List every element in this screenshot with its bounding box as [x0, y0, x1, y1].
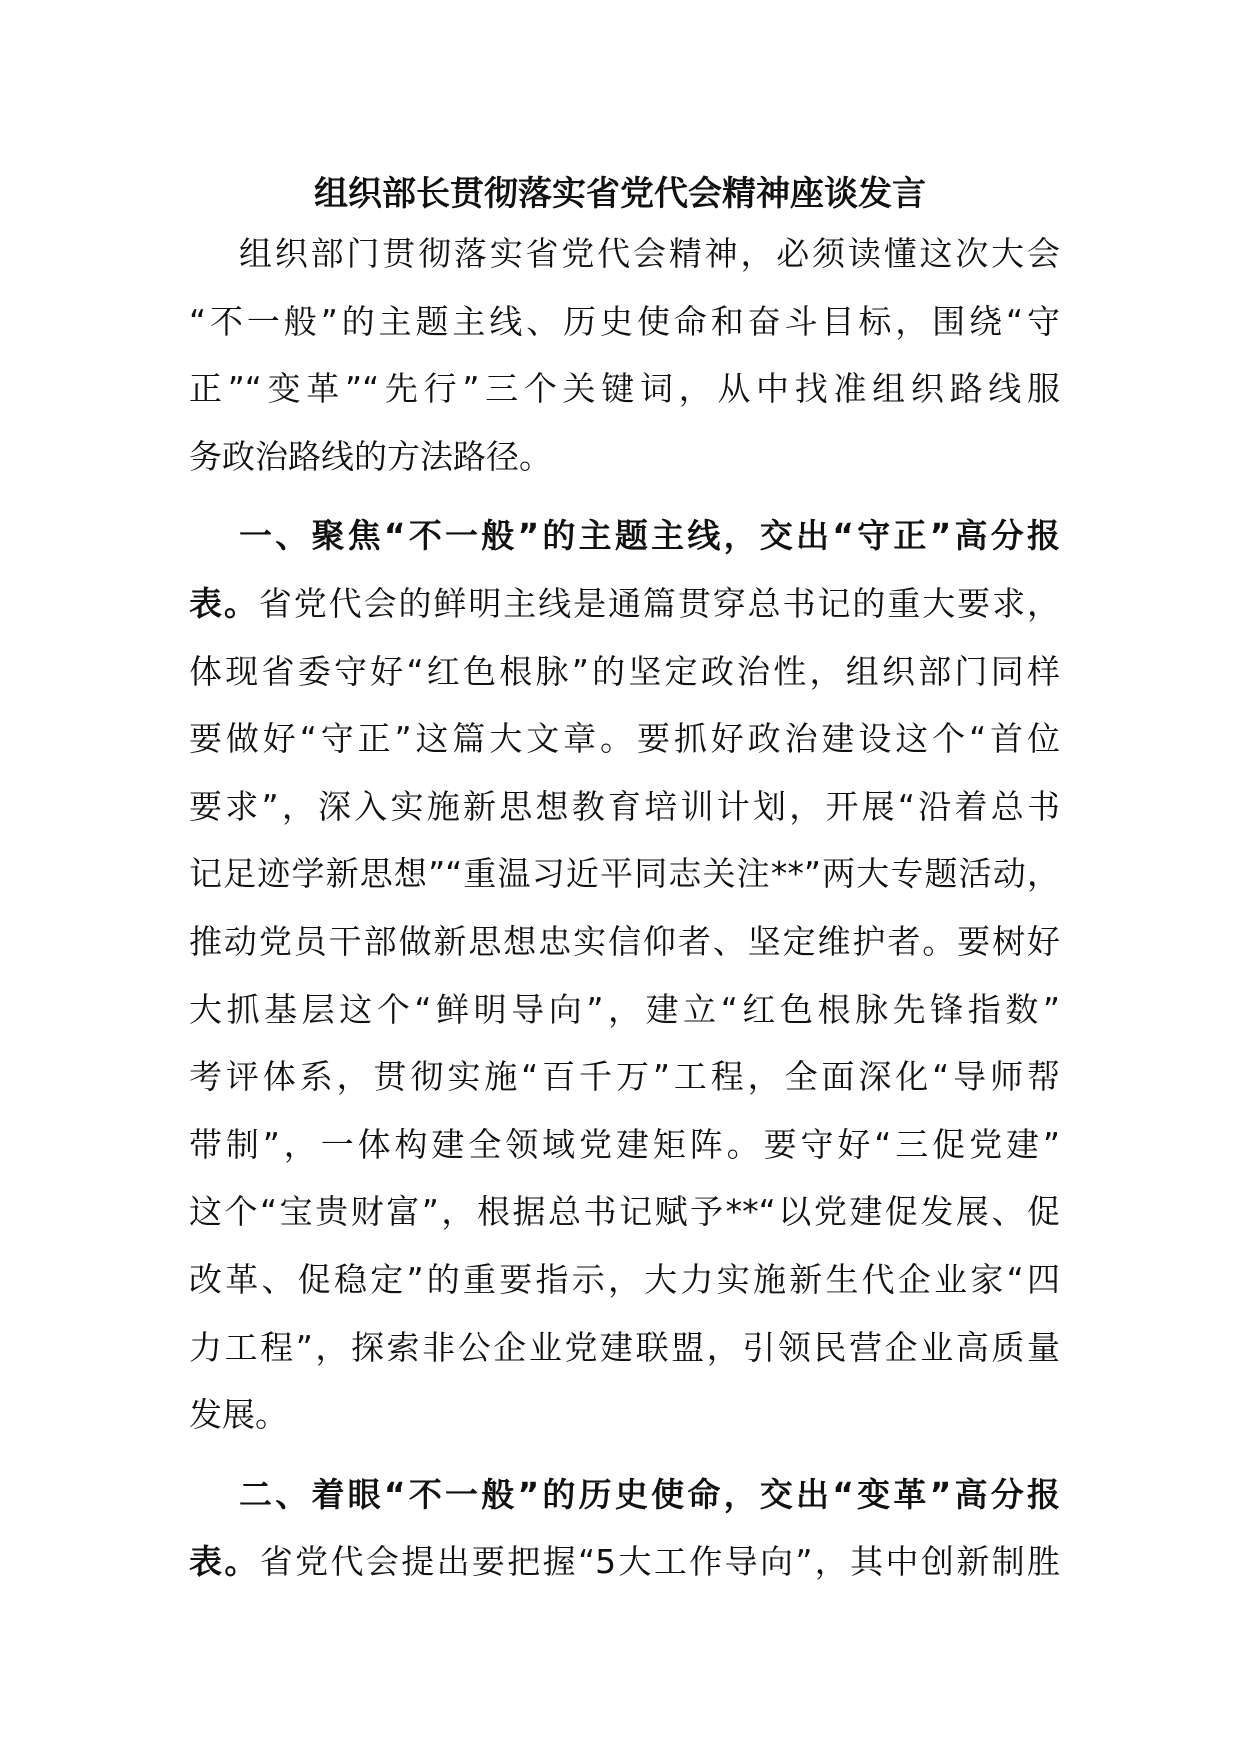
text-line [189, 773, 1060, 841]
text-line [189, 1528, 1060, 1596]
paragraph [189, 1461, 1060, 1596]
line-text: 推动党员干部做新思想忠实信仰者、坚定维护者。要树好 [189, 921, 1060, 961]
text-line [189, 976, 1060, 1044]
paragraph [189, 502, 1060, 1448]
bold-lead: 表。 [189, 583, 259, 623]
document-body [189, 220, 1060, 1608]
text-line [189, 220, 1060, 288]
text-line [189, 355, 1060, 423]
text-line [189, 1178, 1060, 1246]
bold-lead: 二、着眼“不一般”的历史使命，交出“变革”高分报 [239, 1474, 1060, 1514]
text-line [189, 908, 1060, 976]
line-text: 省党代会提出要把握“5大工作导向”，其中创新制胜 [259, 1542, 1060, 1582]
line-text: 发展。 [189, 1395, 288, 1435]
line-text: “不一般”的主题主线、历史使命和奋斗目标，围绕“守 [189, 301, 1060, 341]
line-text: 考评体系，贯彻实施“百千万”工程，全面深化“导师帮 [189, 1057, 1060, 1097]
text-line [189, 705, 1060, 773]
document-title: 组织部长贯彻落实省党代会精神座谈发言 [314, 174, 926, 214]
line-text: 体现省委守好“红色根脉”的坚定政治性，组织部门同样 [189, 651, 1060, 691]
line-text: 要做好“守正”这篇大文章。要抓好政治建设这个“首位 [189, 719, 1060, 759]
line-text: 省党代会的鲜明主线是通篇贯穿总书记的重大要求， [258, 583, 1061, 623]
section-heading-line [189, 502, 1060, 570]
line-text: 要求”，深入实施新思想教育培训计划，开展“沿着总书 [189, 786, 1060, 826]
text-line [189, 1111, 1060, 1179]
line-text: 这个“宝贵财富”，根据总书记赋予**“以党建促发展、促 [189, 1192, 1060, 1232]
text-line [189, 288, 1060, 356]
paragraph [189, 220, 1060, 490]
text-line [189, 1314, 1060, 1382]
line-text: 记足迹学新思想”“重温习近平同志关注**”两大专题活动， [189, 854, 1060, 894]
text-line [189, 638, 1060, 706]
line-text: 带制”，一体构建全领域党建矩阵。要守好“三促党建” [189, 1124, 1060, 1164]
text-line [189, 1381, 1060, 1449]
section-heading-line [189, 1461, 1060, 1529]
line-text: 务政治路线的方法路径。 [189, 436, 552, 476]
line-text: 组织部门贯彻落实省党代会精神，必须读懂这次大会 [239, 234, 1060, 273]
line-text: 改革、促稳定”的重要指示，大力实施新生代企业家“四 [189, 1259, 1060, 1299]
bold-lead: 表。 [189, 1542, 260, 1582]
line-text: 大抓基层这个“鲜明导向”，建立“红色根脉先锋指数” [189, 989, 1060, 1029]
text-line [189, 423, 1060, 491]
text-line [189, 570, 1060, 638]
text-line [189, 1246, 1060, 1314]
text-line [189, 1043, 1060, 1111]
bold-lead: 一、聚焦“不一般”的主题主线，交出“守正”高分报 [239, 516, 1060, 556]
line-text: 正”“变革”“先行”三个关键词，从中找准组织路线服 [189, 369, 1060, 409]
line-text: 力工程”，探索非公企业党建联盟，引领民营企业高质量 [189, 1327, 1060, 1367]
text-line [189, 840, 1060, 908]
